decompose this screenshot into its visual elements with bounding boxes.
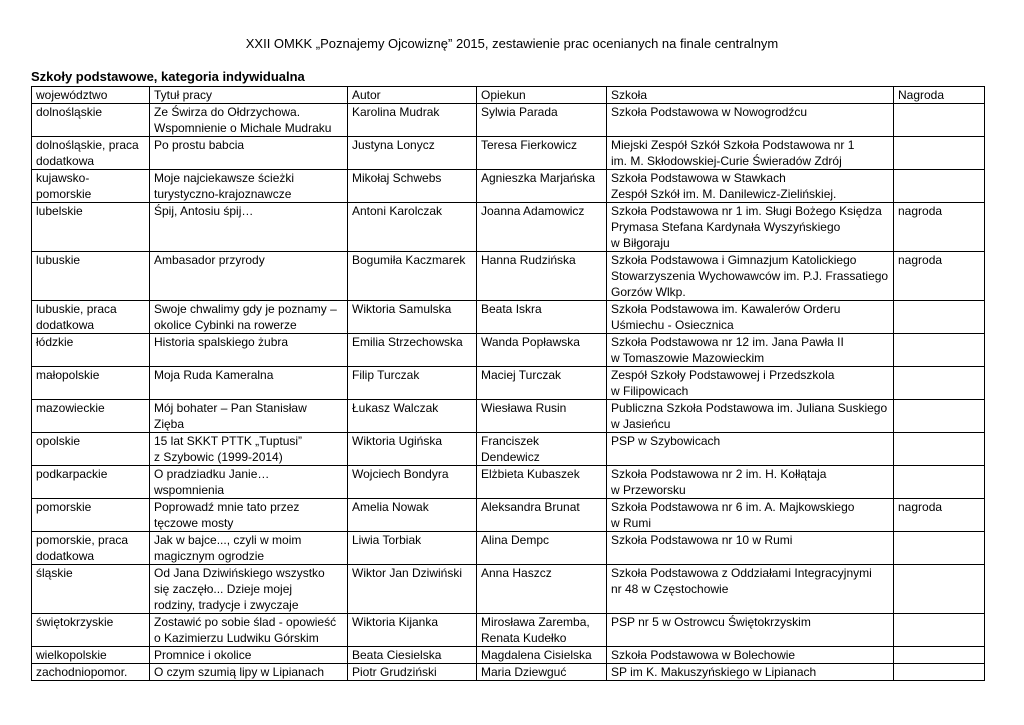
cell-opiekun: Wanda Popławska xyxy=(477,334,607,367)
cell-wojewodztwo: lubuskie, praca dodatkowa xyxy=(32,301,150,334)
cell-nagroda xyxy=(894,104,985,137)
cell-szkola: Publiczna Szkoła Podstawowa im. Juliana Suskiego w Jasieńcu xyxy=(607,400,894,433)
cell-tytul-pracy: Promnice i okolice xyxy=(150,647,348,664)
cell-opiekun: Anna Haszcz xyxy=(477,565,607,614)
cell-wojewodztwo: lubelskie xyxy=(32,203,150,252)
cell-tytul-pracy: Moje najciekawsze ścieżki turystyczno-krajoznawcze xyxy=(150,170,348,203)
table-row xyxy=(32,301,985,334)
table-row xyxy=(32,647,985,664)
cell-wojewodztwo: małopolskie xyxy=(32,367,150,400)
header-nagroda: Nagroda xyxy=(894,87,985,104)
cell-autor: Karolina Mudrak xyxy=(348,104,477,137)
cell-autor: Wojciech Bondyra xyxy=(348,466,477,499)
table-row xyxy=(32,203,985,252)
cell-autor: Wiktoria Kijanka xyxy=(348,614,477,647)
cell-wojewodztwo: podkarpackie xyxy=(32,466,150,499)
cell-szkola: PSP nr 5 w Ostrowcu Świętokrzyskim xyxy=(607,614,894,647)
cell-opiekun: Maciej Turczak xyxy=(477,367,607,400)
cell-opiekun: Wiesława Rusin xyxy=(477,400,607,433)
cell-opiekun: Hanna Rudzińska xyxy=(477,252,607,301)
cell-wojewodztwo: dolnośląskie, praca dodatkowa xyxy=(32,137,150,170)
cell-tytul-pracy: Zostawić po sobie ślad - opowieść o Kazimierzu Ludwiku Górskim xyxy=(150,614,348,647)
cell-nagroda xyxy=(894,664,985,681)
cell-wojewodztwo: mazowieckie xyxy=(32,400,150,433)
cell-tytul-pracy: Ambasador przyrody xyxy=(150,252,348,301)
cell-opiekun: Joanna Adamowicz xyxy=(477,203,607,252)
cell-autor: Liwia Torbiak xyxy=(348,532,477,565)
cell-nagroda: nagroda xyxy=(894,203,985,252)
cell-szkola: Szkoła Podstawowa im. Kawalerów Orderu Uśmiechu - Osiecznica xyxy=(607,301,894,334)
section-heading: Szkoły podstawowe, kategoria indywidualna xyxy=(31,69,305,84)
cell-autor: Bogumiła Kaczmarek xyxy=(348,252,477,301)
table-row xyxy=(32,565,985,614)
cell-szkola: Zespół Szkoły Podstawowej i Przedszkola w Filipowicach xyxy=(607,367,894,400)
cell-autor: Mikołaj Schwebs xyxy=(348,170,477,203)
cell-wojewodztwo: łódzkie xyxy=(32,334,150,367)
table-row xyxy=(32,664,985,681)
table-row xyxy=(32,104,985,137)
cell-wojewodztwo: opolskie xyxy=(32,433,150,466)
cell-tytul-pracy: Historia spalskiego żubra xyxy=(150,334,348,367)
cell-szkola: Szkoła Podstawowa z Oddziałami Integracyjnymi nr 48 w Częstochowie xyxy=(607,565,894,614)
cell-szkola: PSP w Szybowicach xyxy=(607,433,894,466)
cell-autor: Filip Turczak xyxy=(348,367,477,400)
table-row xyxy=(32,532,985,565)
cell-nagroda: nagroda xyxy=(894,252,985,301)
cell-nagroda xyxy=(894,565,985,614)
header-szkola: Szkoła xyxy=(607,87,894,104)
table-header-row xyxy=(32,87,985,104)
cell-opiekun: Beata Iskra xyxy=(477,301,607,334)
cell-nagroda xyxy=(894,137,985,170)
cell-nagroda xyxy=(894,433,985,466)
cell-szkola: Szkoła Podstawowa w Nowogrodźcu xyxy=(607,104,894,137)
cell-nagroda: nagroda xyxy=(894,499,985,532)
cell-autor: Emilia Strzechowska xyxy=(348,334,477,367)
cell-tytul-pracy: Jak w bajce..., czyli w moim magicznym ogrodzie xyxy=(150,532,348,565)
table-row xyxy=(32,400,985,433)
cell-opiekun: Maria Dziewguć xyxy=(477,664,607,681)
cell-tytul-pracy: Po prostu babcia xyxy=(150,137,348,170)
cell-tytul-pracy: O czym szumią lipy w Lipianach xyxy=(150,664,348,681)
cell-szkola: SP im K. Makuszyńskiego w Lipianach xyxy=(607,664,894,681)
cell-nagroda xyxy=(894,647,985,664)
cell-szkola: Szkoła Podstawowa nr 2 im. H. Kołłątaja w Przeworsku xyxy=(607,466,894,499)
table-row xyxy=(32,367,985,400)
cell-opiekun: Agnieszka Marjańska xyxy=(477,170,607,203)
cell-nagroda xyxy=(894,301,985,334)
table-body xyxy=(32,104,985,681)
table-row xyxy=(32,466,985,499)
cell-nagroda xyxy=(894,614,985,647)
cell-szkola: Szkoła Podstawowa w Bolechowie xyxy=(607,647,894,664)
cell-wojewodztwo: pomorskie, praca dodatkowa xyxy=(32,532,150,565)
cell-szkola: Szkoła Podstawowa w Stawkach Zespół Szkół im. M. Danilewicz-Zielińskiej. xyxy=(607,170,894,203)
cell-szkola: Szkoła Podstawowa nr 12 im. Jana Pawła II w Tomaszowie Mazowieckim xyxy=(607,334,894,367)
header-autor: Autor xyxy=(348,87,477,104)
cell-nagroda xyxy=(894,367,985,400)
cell-autor: Justyna Lonycz xyxy=(348,137,477,170)
header-tytul-pracy: Tytuł pracy xyxy=(150,87,348,104)
cell-wojewodztwo: dolnośląskie xyxy=(32,104,150,137)
cell-wojewodztwo: lubuskie xyxy=(32,252,150,301)
table-row xyxy=(32,614,985,647)
cell-autor: Wiktor Jan Dziwiński xyxy=(348,565,477,614)
cell-szkola: Szkoła Podstawowa nr 10 w Rumi xyxy=(607,532,894,565)
cell-wojewodztwo: zachodniopomor. xyxy=(32,664,150,681)
cell-tytul-pracy: Od Jana Dziwińskiego wszystko się zaczęło... Dzieje mojej rodziny, tradycje i zwyczaje xyxy=(150,565,348,614)
cell-szkola: Szkoła Podstawowa i Gimnazjum Katolickiego Stowarzyszenia Wychowawców im. P.J. Frassatiego Gorzów Wlkp. xyxy=(607,252,894,301)
cell-tytul-pracy: O pradziadku Janie… wspomnienia xyxy=(150,466,348,499)
cell-opiekun: Aleksandra Brunat xyxy=(477,499,607,532)
cell-autor: Antoni Karolczak xyxy=(348,203,477,252)
cell-nagroda xyxy=(894,334,985,367)
cell-opiekun: Teresa Fierkowicz xyxy=(477,137,607,170)
cell-nagroda xyxy=(894,532,985,565)
cell-tytul-pracy: 15 lat SKKT PTTK „Tuptusi” z Szybowic (1999-2014) xyxy=(150,433,348,466)
cell-opiekun: Mirosława Zaremba, Renata Kudełko xyxy=(477,614,607,647)
results-table xyxy=(31,86,985,681)
table-row xyxy=(32,137,985,170)
cell-tytul-pracy: Poprowadź mnie tato przez tęczowe mosty xyxy=(150,499,348,532)
table-row xyxy=(32,252,985,301)
cell-wojewodztwo: pomorskie xyxy=(32,499,150,532)
header-wojewodztwo: województwo xyxy=(32,87,150,104)
cell-opiekun: Franciszek Dendewicz xyxy=(477,433,607,466)
cell-nagroda xyxy=(894,170,985,203)
table-row xyxy=(32,433,985,466)
cell-opiekun: Elżbieta Kubaszek xyxy=(477,466,607,499)
cell-szkola: Miejski Zespół Szkół Szkoła Podstawowa nr 1 im. M. Skłodowskiej-Curie Świeradów Zdrój xyxy=(607,137,894,170)
cell-nagroda xyxy=(894,466,985,499)
cell-autor: Beata Ciesielska xyxy=(348,647,477,664)
cell-autor: Piotr Grudziński xyxy=(348,664,477,681)
cell-nagroda xyxy=(894,400,985,433)
cell-autor: Łukasz Walczak xyxy=(348,400,477,433)
cell-szkola: Szkoła Podstawowa nr 1 im. Sługi Bożego Księdza Prymasa Stefana Kardynała Wyszyńskiego w Biłgoraju xyxy=(607,203,894,252)
document-title: XXII OMKK „Poznajemy Ojcowiznę” 2015, zestawienie prac ocenianych na finale centralnym xyxy=(245,36,779,51)
cell-tytul-pracy: Mój bohater – Pan Stanisław Zięba xyxy=(150,400,348,433)
cell-szkola: Szkoła Podstawowa nr 6 im. A. Majkowskiego w Rumi xyxy=(607,499,894,532)
cell-wojewodztwo: świętokrzyskie xyxy=(32,614,150,647)
cell-autor: Wiktoria Ugińska xyxy=(348,433,477,466)
cell-autor: Amelia Nowak xyxy=(348,499,477,532)
cell-tytul-pracy: Ze Świrza do Ołdrzychowa. Wspomnienie o Michale Mudraku xyxy=(150,104,348,137)
cell-opiekun: Alina Dempc xyxy=(477,532,607,565)
table-row xyxy=(32,334,985,367)
cell-wojewodztwo: kujawsko- pomorskie xyxy=(32,170,150,203)
header-opiekun: Opiekun xyxy=(477,87,607,104)
table-row xyxy=(32,170,985,203)
cell-autor: Wiktoria Samulska xyxy=(348,301,477,334)
cell-tytul-pracy: Śpij, Antosiu śpij… xyxy=(150,203,348,252)
table-row xyxy=(32,499,985,532)
cell-wojewodztwo: wielkopolskie xyxy=(32,647,150,664)
cell-tytul-pracy: Moja Ruda Kameralna xyxy=(150,367,348,400)
cell-opiekun: Sylwia Parada xyxy=(477,104,607,137)
cell-opiekun: Magdalena Cisielska xyxy=(477,647,607,664)
cell-wojewodztwo: śląskie xyxy=(32,565,150,614)
cell-tytul-pracy: Swoje chwalimy gdy je poznamy – okolice Cybinki na rowerze xyxy=(150,301,348,334)
